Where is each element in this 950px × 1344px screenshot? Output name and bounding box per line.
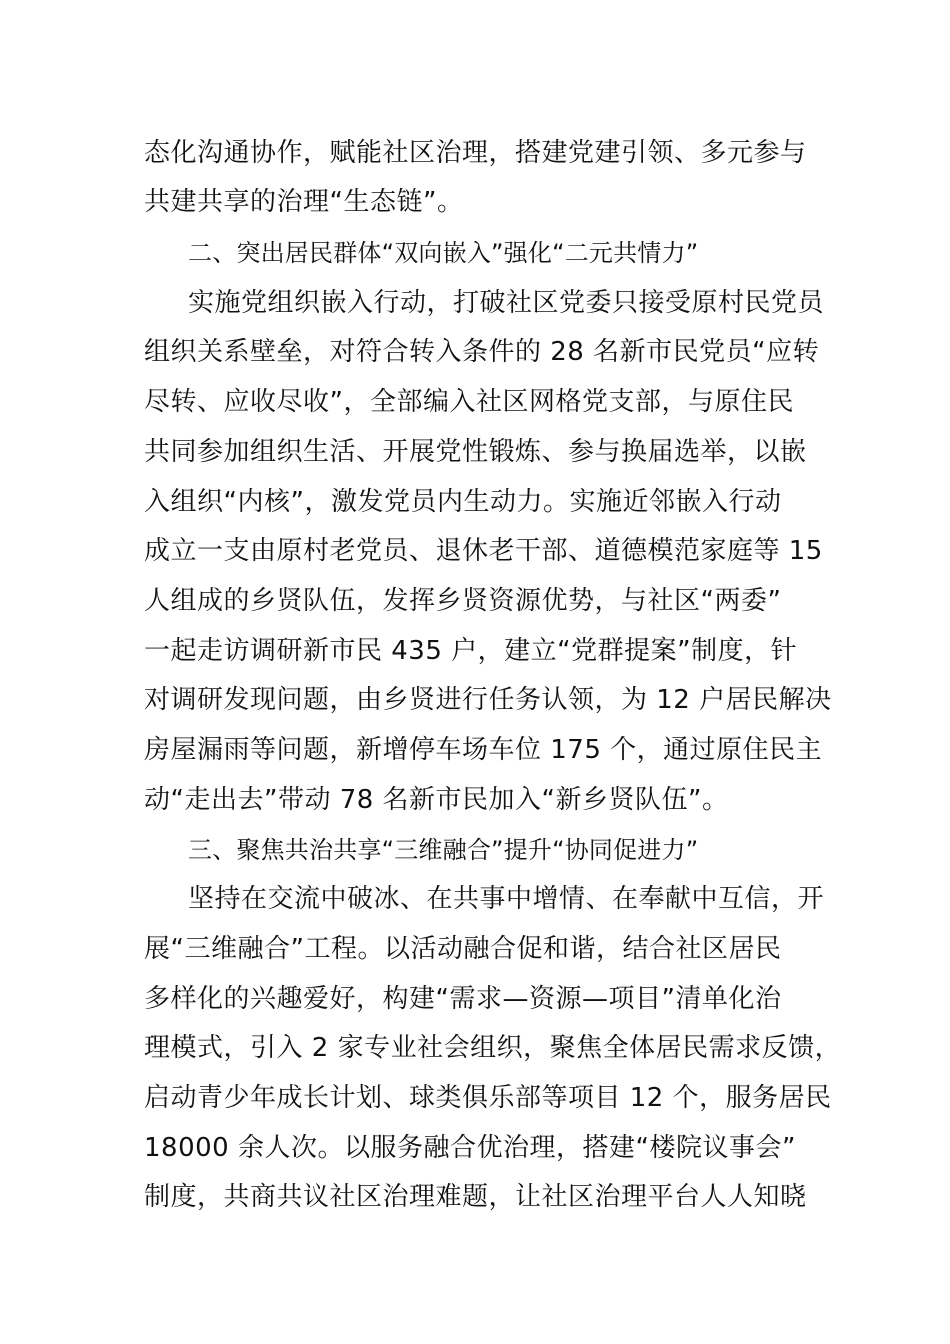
- body-text-line: 入组织“内核”，激发党员内生动力。实施近邻嵌入行动: [144, 487, 782, 517]
- body-text-line: 制度，共商共议社区治理难题，让社区治理平台人人知晓: [144, 1182, 807, 1212]
- section-heading-3: 三、聚焦共治共享“三维融合”提升“协同促进力”: [188, 836, 699, 864]
- body-text-line: 态化沟通协作，赋能社区治理，搭建党建引领、多元参与: [144, 138, 807, 168]
- body-text-line: 动“走出去”带动 78 名新市民加入“新乡贤队伍”。: [144, 785, 729, 815]
- body-text-line: 尽转、应收尽收”，全部编入社区网格党支部，与原住民: [144, 387, 794, 417]
- body-text-line: 18000 余人次。以服务融合优治理，搭建“楼院议事会”: [144, 1133, 796, 1163]
- paragraph-first-line: 坚持在交流中破冰、在共事中增情、在奉献中互信，开: [188, 884, 825, 914]
- body-text-line: 对调研发现问题，由乡贤进行任务认领，为 12 户居民解决: [144, 685, 832, 715]
- paragraph-first-line: 实施党组织嵌入行动，打破社区党委只接受原村民党员: [188, 288, 825, 318]
- body-text-line: 多样化的兴趣爱好，构建“需求—资源—项目”清单化治: [144, 984, 782, 1014]
- body-text-line: 房屋漏雨等问题，新增停车场车位 175 个，通过原住民主: [144, 735, 823, 765]
- body-text-line: 人组成的乡贤队伍，发挥乡贤资源优势，与社区“两委”: [144, 586, 782, 616]
- body-text-line: 一起走访调研新市民 435 户，建立“党群提案”制度，针: [144, 636, 798, 666]
- body-text-line: 展“三维融合”工程。以活动融合促和谐，结合社区居民: [144, 934, 782, 964]
- body-text-line: 理模式，引入 2 家专业社会组织，聚焦全体居民需求反馈，: [144, 1033, 842, 1063]
- body-text-line: 共建共享的治理“生态链”。: [144, 187, 464, 217]
- body-text-line: 共同参加组织生活、开展党性锻炼、参与换届选举，以嵌: [144, 437, 807, 467]
- body-text-line: 成立一支由原村老党员、退休老干部、道德模范家庭等 15: [144, 536, 823, 566]
- body-text-line: 启动青少年成长计划、球类俱乐部等项目 12 个，服务居民: [144, 1083, 832, 1113]
- body-text-line: 组织关系壁垒，对符合转入条件的 28 名新市民党员“应转: [144, 337, 820, 367]
- section-heading-2: 二、突出居民群体“双向嵌入”强化“二元共情力”: [188, 239, 699, 267]
